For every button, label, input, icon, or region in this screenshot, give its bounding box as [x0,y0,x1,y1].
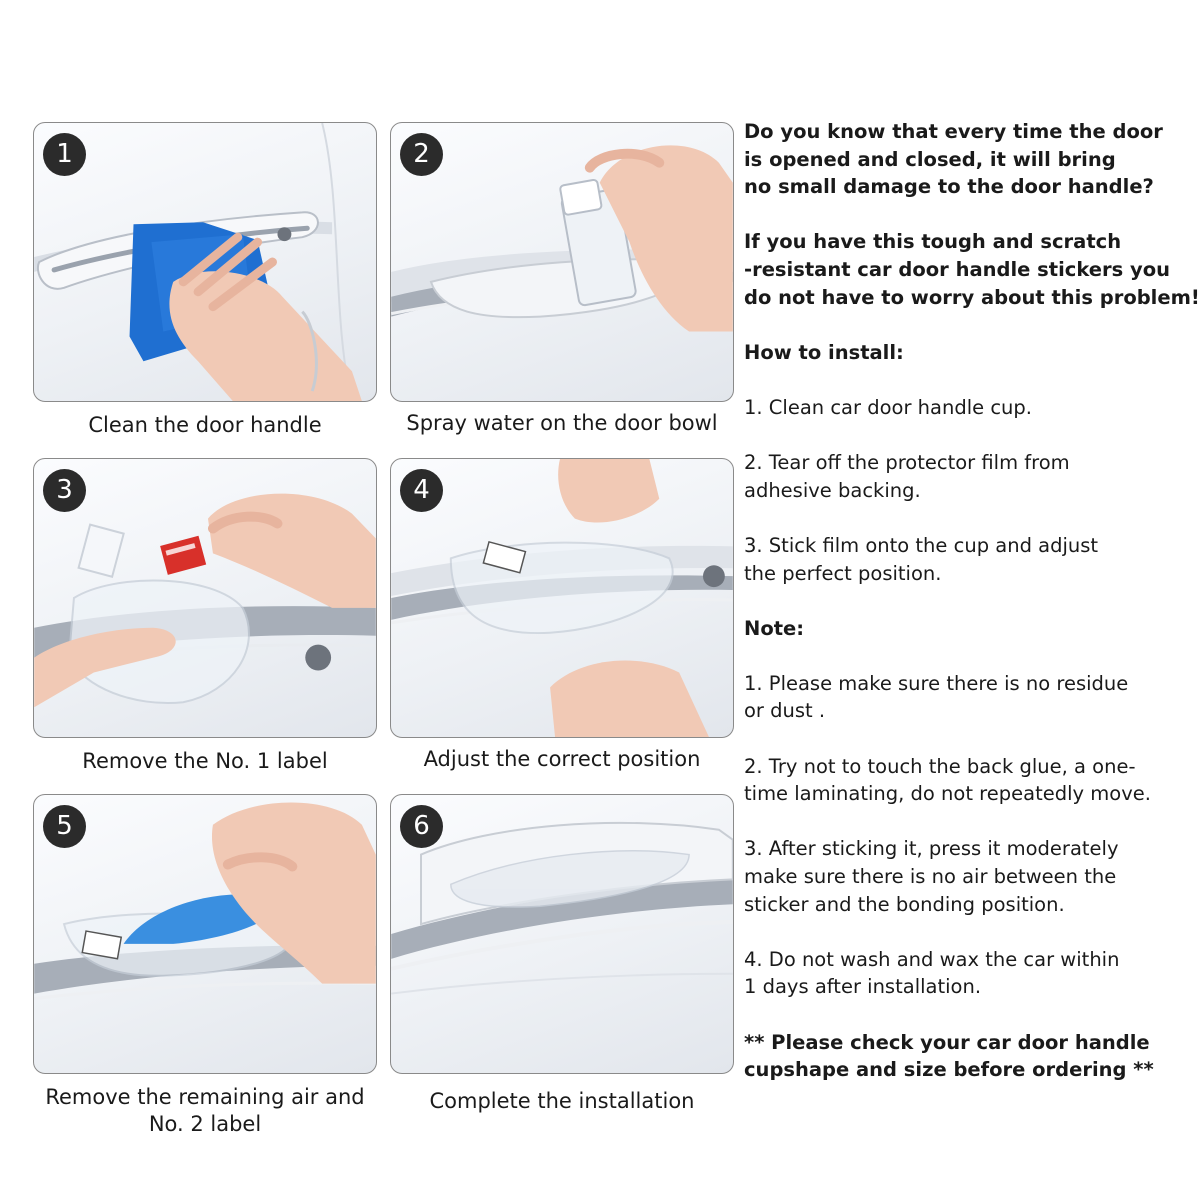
note-heading: Note: [744,616,805,640]
remove-label-illustration [34,459,376,737]
step-1-caption: Clean the door handle [88,413,322,437]
step-2-caption: Spray water on the door bowl [406,411,718,435]
step-2-photo [390,122,734,402]
pitch-paragraph: If you have this tough and scratch -resistant car door handle stickers you do not have to worry about this problem! [744,230,1200,309]
step-number-badge: 5 [43,805,86,848]
step-4-caption: Adjust the correct position [423,747,701,771]
step-5 [33,794,377,1138]
instructions-text [744,118,1200,1111]
warning-paragraph: ** Please check your car door handle cupshape and size before ordering ** [744,1030,1154,1082]
step-6-caption: Complete the installation [429,1089,695,1113]
step-5-photo [33,794,377,1074]
step-number-badge: 6 [400,805,443,848]
installed-handle-illustration [391,795,733,1073]
step-number-badge: 4 [400,469,443,512]
step-number-badge: 3 [43,469,86,512]
note-1: 1. Please make sure there is no residue or dust . [744,671,1129,723]
step-6-photo [390,794,734,1074]
step-4 [390,458,734,773]
intro-paragraph: Do you know that every time the door is opened and closed, it will bring no small damage to the door handle? [744,120,1163,199]
step-6 [390,794,734,1115]
note-3: 3. After sticking it, press it moderately make sure there is no air between the sticker and the bonding position. [744,837,1119,916]
step-3 [33,458,377,775]
step-3-photo [33,458,377,738]
spray-water-illustration [391,123,733,401]
door-handle-cleaning-illustration [34,123,376,401]
note-4: 4. Do not wash and wax the car within 1 days after installation. [744,947,1120,999]
step-4-photo [390,458,734,738]
step-number-badge: 2 [400,133,443,176]
squeegee-illustration [34,795,376,1073]
install-step-3: 3. Stick film onto the cup and adjust the perfect position. [744,533,1099,585]
step-number-badge: 1 [43,133,86,176]
step-5-caption: Remove the remaining air and No. 2 label [45,1085,365,1136]
step-2 [390,122,734,437]
install-heading: How to install: [744,340,904,364]
step-3-caption: Remove the No. 1 label [82,749,328,773]
install-step-1: 1. Clean car door handle cup. [744,395,1032,419]
install-step-2: 2. Tear off the protector film from adhesive backing. [744,451,1070,502]
step-1-photo [33,122,377,402]
step-1 [33,122,377,439]
note-2: 2. Try not to touch the back glue, a one- time laminating, do not repeatedly move. [744,754,1151,806]
adjust-position-illustration [391,459,733,737]
